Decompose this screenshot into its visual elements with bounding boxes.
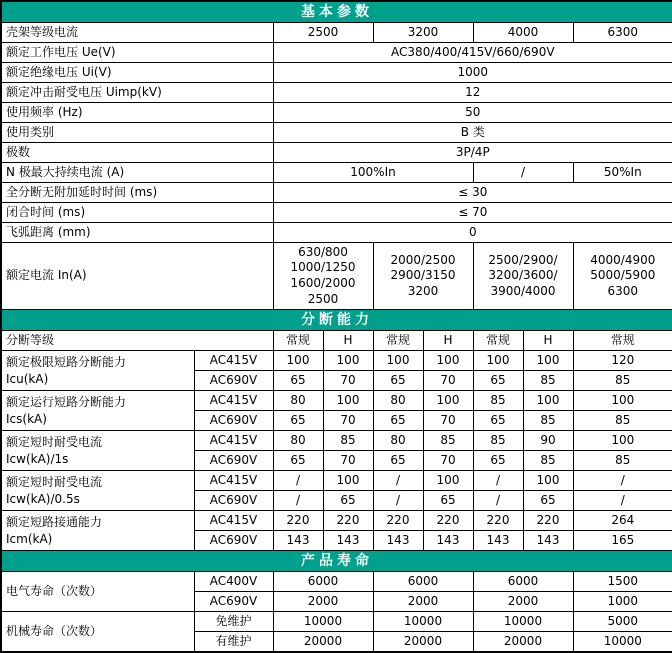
table-row-closing-time [1, 203, 672, 223]
value-cell: 65 [473, 411, 523, 431]
value-cell: 143 [473, 531, 523, 551]
value-cell: / [573, 471, 672, 491]
value-cell: 65 [273, 371, 323, 391]
table-row-category [1, 123, 672, 143]
value-cell: 220 [423, 511, 473, 531]
row-label-frequency: 使用频率 (Hz) [1, 103, 273, 123]
row-label-icm [1, 511, 194, 551]
section-header-life: 产品寿命 [1, 551, 672, 572]
voltage-label: AC690V [194, 531, 273, 551]
table-row-uimp [1, 83, 672, 103]
value-cell: 143 [423, 531, 473, 551]
grade-cell: 常规 [373, 331, 423, 351]
value-cell: 85 [523, 451, 573, 471]
value-cell: 10000 [373, 612, 473, 632]
value-cell: 85 [573, 371, 672, 391]
value-cell: 65 [373, 371, 423, 391]
voltage-label: AC690V [194, 371, 273, 391]
row-label-icw-05s [1, 471, 194, 511]
grade-cell: 常规 [573, 331, 672, 351]
table-row-icw1s-415 [1, 431, 672, 451]
n-pole-value-cell: / [473, 163, 573, 183]
voltage-label: AC690V [194, 491, 273, 511]
section-header-breaking: 分断能力 [1, 310, 672, 331]
rated-current-line: 1000/1250 [290, 260, 356, 275]
value-cell: / [373, 471, 423, 491]
value-cell: 70 [423, 451, 473, 471]
table-row-n-pole [1, 163, 672, 183]
value-cell: 100 [523, 391, 573, 411]
section-row-breaking [1, 310, 672, 331]
value-cell: 20000 [473, 632, 573, 653]
rated-current-cell [273, 243, 373, 310]
voltage-label: AC415V [194, 511, 273, 531]
value-cell-arc-distance: 0 [273, 223, 672, 243]
rated-current-line: 2000/2500 [390, 252, 456, 267]
rated-current-line: 2500/2900/ [488, 252, 558, 267]
value-cell: 70 [323, 371, 373, 391]
frame-value-cell: 4000 [473, 23, 573, 43]
value-cell: 100 [323, 351, 373, 371]
table-row-ics-415 [1, 391, 672, 411]
grade-cell: 常规 [473, 331, 523, 351]
section-header-basic: 基本参数 [1, 1, 672, 23]
value-cell: 100 [523, 351, 573, 371]
value-cell: 90 [523, 431, 573, 451]
table-row-ui [1, 63, 672, 83]
value-cell: 65 [323, 491, 373, 511]
rated-current-line: 3200 [407, 283, 439, 298]
grade-cell: 常规 [273, 331, 323, 351]
value-cell: 10000 [573, 632, 672, 653]
value-cell: 100 [573, 431, 672, 451]
value-cell: 85 [573, 411, 672, 431]
condition-label: 免维护 [194, 612, 273, 632]
value-cell: 70 [423, 411, 473, 431]
value-cell: 100 [573, 391, 672, 411]
value-cell: 5000 [573, 612, 672, 632]
row-label-closing-time: 闭合时间 (ms) [1, 203, 273, 223]
voltage-label: AC690V [194, 451, 273, 471]
n-pole-value-cell: 50%In [573, 163, 672, 183]
table-row-poles [1, 143, 672, 163]
value-cell: 220 [273, 511, 323, 531]
param-name: 额定短时耐受电流 [6, 475, 103, 490]
value-cell: 65 [473, 371, 523, 391]
row-label-electrical-life: 电气寿命（次数） [1, 572, 194, 612]
value-cell: 65 [523, 491, 573, 511]
value-cell: 85 [523, 371, 573, 391]
row-label-icw-1s [1, 431, 194, 471]
row-label-poles: 极数 [1, 143, 273, 163]
row-label-frame-current: 壳架等级电流 [1, 23, 273, 43]
n-pole-value-cell: 100%In [273, 163, 473, 183]
rated-current-line: 1600/2000 [290, 276, 356, 290]
value-cell: 220 [473, 511, 523, 531]
row-label-grade: 分断等级 [1, 331, 273, 351]
grade-cell: H [423, 331, 473, 351]
table-row-frequency [1, 103, 672, 123]
value-cell: 6000 [473, 572, 573, 592]
value-cell: 143 [373, 531, 423, 551]
value-cell: 70 [423, 371, 473, 391]
param-symbol: Icm(kA) [6, 531, 53, 546]
value-cell: 220 [323, 511, 373, 531]
voltage-label: AC415V [194, 351, 273, 371]
value-cell: 85 [323, 431, 373, 451]
rated-current-cell [573, 243, 672, 310]
value-cell: 2000 [273, 592, 373, 612]
rated-current-line: 6300 [607, 283, 639, 298]
value-cell: 65 [423, 491, 473, 511]
rated-current-line: 5000/5900 [590, 268, 656, 283]
param-name: 额定极限短路分断能力 [6, 355, 127, 370]
table-row-break-time [1, 183, 672, 203]
value-cell: 80 [273, 391, 323, 411]
value-cell: 85 [523, 411, 573, 431]
condition-label: AC400V [194, 572, 273, 592]
frame-value-cell: 2500 [273, 23, 373, 43]
row-label-category: 使用类别 [1, 123, 273, 143]
row-label-ics [1, 391, 194, 431]
value-cell: 100 [473, 351, 523, 371]
value-cell: 100 [423, 471, 473, 491]
voltage-label: AC415V [194, 391, 273, 411]
row-label-mechanical-life: 机械寿命（次数） [1, 612, 194, 653]
param-name: 额定短时耐受电流 [6, 435, 103, 450]
value-cell: 220 [373, 511, 423, 531]
voltage-label: AC415V [194, 471, 273, 491]
value-cell: / [473, 491, 523, 511]
table-row-ue [1, 43, 672, 63]
value-cell-poles: 3P/4P [273, 143, 672, 163]
row-label-arc-distance: 飞弧距离 (mm) [1, 223, 273, 243]
table-row-icw05s-415 [1, 471, 672, 491]
row-label-ue: 额定工作电压 Ue(V) [1, 43, 273, 63]
value-cell: 20000 [373, 632, 473, 653]
value-cell: 20000 [273, 632, 373, 653]
condition-label: AC690V [194, 592, 273, 612]
value-cell: / [473, 471, 523, 491]
value-cell: 100 [323, 391, 373, 411]
value-cell-frequency: 50 [273, 103, 672, 123]
row-label-break-time: 全分断无附加延时时间 (ms) [1, 183, 273, 203]
value-cell: 220 [523, 511, 573, 531]
value-cell: 80 [373, 391, 423, 411]
param-name: 额定运行短路分断能力 [6, 395, 127, 410]
value-cell: 10000 [273, 612, 373, 632]
value-cell: 100 [423, 391, 473, 411]
rated-current-line: 3200/3600/ [488, 268, 558, 283]
value-cell-closing-time: ≤ 70 [273, 203, 672, 223]
table-row-arc-distance [1, 223, 672, 243]
row-label-icu [1, 351, 194, 391]
row-label-n-pole: N 极最大持续电流 (A) [1, 163, 273, 183]
rated-current-cell [473, 243, 573, 310]
value-cell: 100 [323, 471, 373, 491]
value-cell: 65 [373, 411, 423, 431]
value-cell: 2000 [473, 592, 573, 612]
row-label-uimp: 额定冲击耐受电压 Uimp(kV) [1, 83, 273, 103]
frame-value-cell: 3200 [373, 23, 473, 43]
value-cell: 1500 [573, 572, 672, 592]
param-symbol: Icu(kA) [6, 371, 49, 386]
row-label-ui: 额定绝缘电压 Ui(V) [1, 63, 273, 83]
value-cell: 80 [273, 431, 323, 451]
value-cell: 143 [523, 531, 573, 551]
value-cell-uimp: 12 [273, 83, 672, 103]
value-cell: 6000 [273, 572, 373, 592]
value-cell: 143 [273, 531, 323, 551]
value-cell: 65 [273, 411, 323, 431]
value-cell: 100 [423, 351, 473, 371]
value-cell: / [373, 491, 423, 511]
value-cell: 100 [373, 351, 423, 371]
table-row-frame-current [1, 23, 672, 43]
value-cell: 65 [473, 451, 523, 471]
value-cell-ui: 1000 [273, 63, 672, 83]
section-row-life [1, 551, 672, 572]
param-symbol: Icw(kA)/0.5s [6, 491, 80, 506]
value-cell: 120 [573, 351, 672, 371]
value-cell: 70 [323, 451, 373, 471]
value-cell-break-time: ≤ 30 [273, 183, 672, 203]
param-symbol: Icw(kA)/1s [6, 451, 69, 466]
section-row-basic [1, 1, 672, 23]
voltage-label: AC690V [194, 411, 273, 431]
value-cell: 85 [423, 431, 473, 451]
value-cell: 264 [573, 511, 672, 531]
value-cell: 100 [523, 471, 573, 491]
param-symbol: Ics(kA) [6, 411, 47, 426]
rated-current-line: 4000/4900 [590, 252, 656, 267]
voltage-label: AC415V [194, 431, 273, 451]
table-row-icm-415 [1, 511, 672, 531]
table-row-mechanical-life-free [1, 612, 672, 632]
value-cell: / [273, 471, 323, 491]
value-cell: 85 [473, 391, 523, 411]
table-row-rated-current [1, 243, 672, 310]
value-cell-category: B 类 [273, 123, 672, 143]
value-cell: 65 [273, 451, 323, 471]
condition-label: 有维护 [194, 632, 273, 653]
value-cell: 85 [473, 431, 523, 451]
value-cell: 100 [273, 351, 323, 371]
rated-current-line: 3900/4000 [490, 283, 556, 298]
rated-current-line: 2900/3150 [390, 268, 456, 283]
grade-cell: H [523, 331, 573, 351]
value-cell: 1000 [573, 592, 672, 612]
value-cell: 6000 [373, 572, 473, 592]
table-row-electrical-life-400 [1, 572, 672, 592]
frame-value-cell: 6300 [573, 23, 672, 43]
value-cell: / [273, 491, 323, 511]
value-cell: 70 [323, 411, 373, 431]
param-name: 额定短路接通能力 [6, 515, 103, 530]
rated-current-line: 630/800 [298, 244, 348, 259]
rated-current-cell [373, 243, 473, 310]
value-cell: 165 [573, 531, 672, 551]
value-cell-ue: AC380/400/415V/660/690V [273, 43, 672, 63]
value-cell: 2000 [373, 592, 473, 612]
value-cell: 10000 [473, 612, 573, 632]
value-cell: 65 [373, 451, 423, 471]
rated-current-line: 2500 [307, 291, 339, 306]
value-cell: 85 [573, 451, 672, 471]
row-label-rated-current: 额定电流 In(A) [1, 243, 273, 310]
table-row-icu-415 [1, 351, 672, 371]
value-cell: 80 [373, 431, 423, 451]
grade-cell: H [323, 331, 373, 351]
value-cell: / [573, 491, 672, 511]
table-row-grade [1, 331, 672, 351]
value-cell: 143 [323, 531, 373, 551]
